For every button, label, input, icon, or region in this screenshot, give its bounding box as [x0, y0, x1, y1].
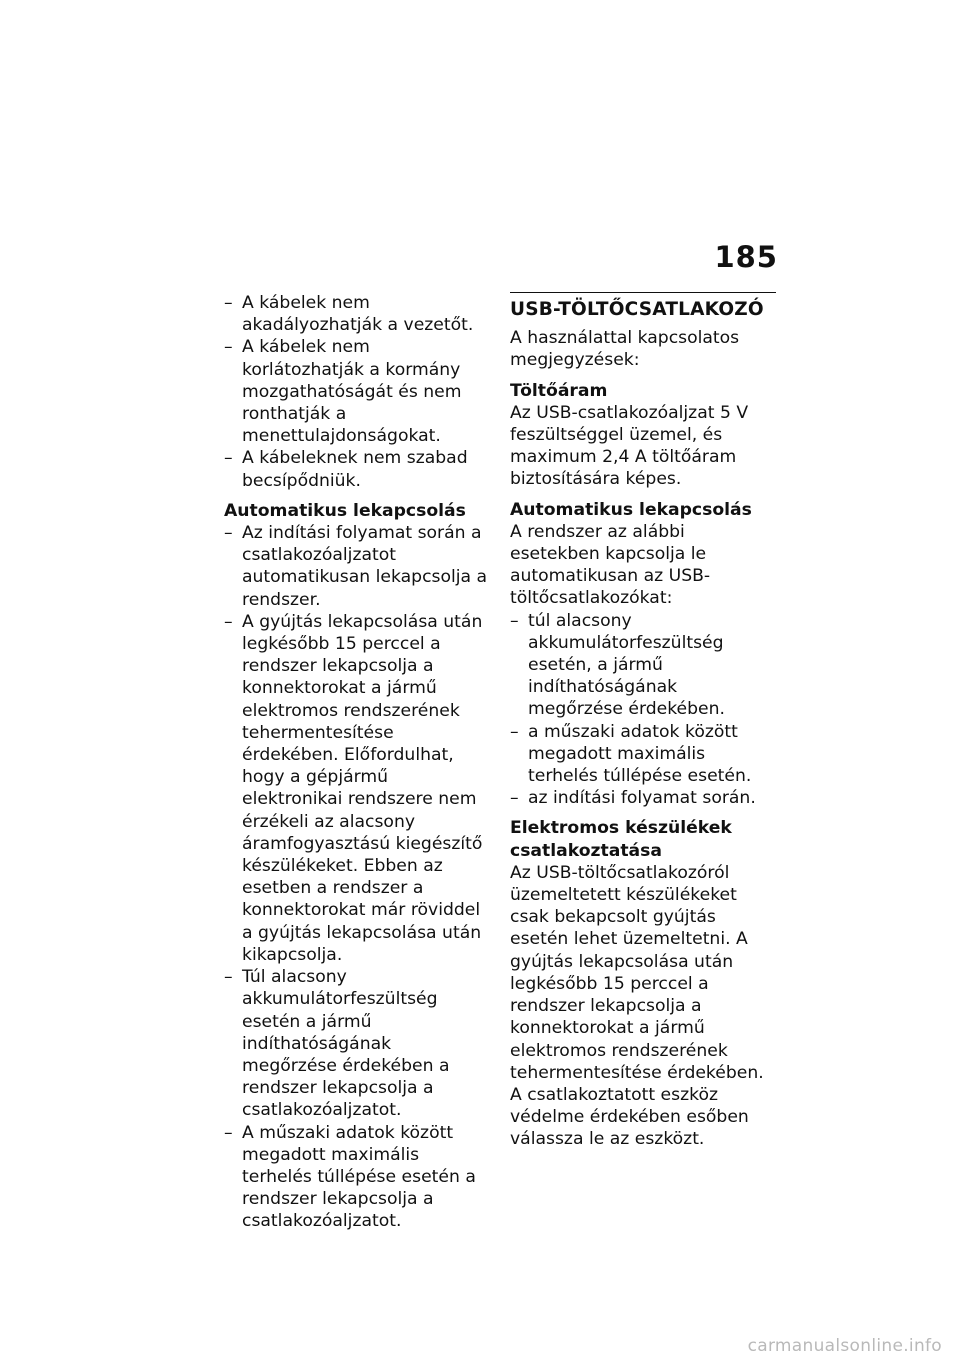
usb-auto-shutoff-text: A rendszer az alábbi esetekben kapcsolja le automatikusan az USB-töltőcsatlakozókat:: [510, 521, 711, 609]
devices-text: Az USB-töltőcsatlakozóról üzemeltetett készülékeket csak bekapcsolt gyújtás esetén lehet üzemeltetni. A gyújtás lekapcsolása után legkésőbb 15 perccel a rendszer lekapcsolja a konnektorokat a jármű elektromos rendszerének tehermentesítése érdekében.: [510, 862, 764, 1083]
charging-current-heading: Töltőáram: [510, 380, 608, 401]
list-item: – az indítási folyamat során.: [510, 787, 776, 809]
list-item: – túl alacsony akkumulátorfeszültség esetén, a jármű indíthatóságának megőrzése érdekében.: [510, 610, 776, 721]
usb-auto-shutoff-list: [510, 610, 776, 810]
intro-text: A használattal kapcsolatos megjegyzések:: [510, 328, 740, 371]
auto-shutoff-list: [224, 522, 490, 1233]
section-title: USB-TÖLTŐCSATLAKOZÓ: [510, 292, 776, 321]
devices-protection-text: A csatlakoztatott eszköz védelme érdekében esőben válassza le az eszközt.: [510, 1084, 749, 1150]
list-item: – A kábelek nem korlátozhatják a kormány mozgathatóságát és nem ronthatják a menettulajdonságokat.: [224, 336, 490, 447]
right-column: [510, 292, 776, 1151]
list-item: – Túl alacsony akkumulátorfeszültség esetén a jármű indíthatóságának megőrzése érdekében a rendszer lekapcsolja a csatlakozóaljzatot.: [224, 966, 490, 1121]
list-item: – a műszaki adatok között megadott maximális terhelés túllépése esetén.: [510, 721, 776, 788]
list-item: – A kábeleknek nem szabad becsípődniük.: [224, 447, 490, 491]
charging-current-text: Az USB-csatlakozóaljzat 5 V feszültséggel üzemel, és maximum 2,4 A töltőáram biztosítására képes.: [510, 402, 749, 490]
auto-shutoff-heading: Automatikus lekapcsolás: [224, 500, 466, 521]
list-item: – A műszaki adatok között megadott maximális terhelés túllépése esetén a rendszer lekapcsolja a csatlakozóaljzatot.: [224, 1122, 490, 1233]
left-column: [224, 292, 490, 1233]
list-item: – A gyújtás lekapcsolása után legkésőbb 15 perccel a rendszer lekapcsolja a konnektorokat a jármű elektromos rendszerének tehermentesítése érdekében. Előfordulhat, hogy a gépjármű elektronikai rendszere nem érzékeli az alacsony áramfogyasztású kiegészítő készülékeket. Ebben az esetben a rendszer a konnektorokat már röviddel a gyújtás lekapcsolása után kikapcsolja.: [224, 611, 490, 966]
cable-notes-list: [224, 292, 490, 492]
usb-auto-shutoff-heading: Automatikus lekapcsolás: [510, 499, 752, 520]
list-item: – Az indítási folyamat során a csatlakozóaljzatot automatikusan lekapcsolja a rendszer.: [224, 522, 490, 611]
devices-heading: Elektromos készülékek csatlakoztatása: [510, 818, 732, 861]
watermark: carmanualsonline.info: [747, 1336, 942, 1356]
page-number: 185: [714, 240, 778, 274]
list-item: – A kábelek nem akadályozhatják a vezetőt.: [224, 292, 490, 336]
